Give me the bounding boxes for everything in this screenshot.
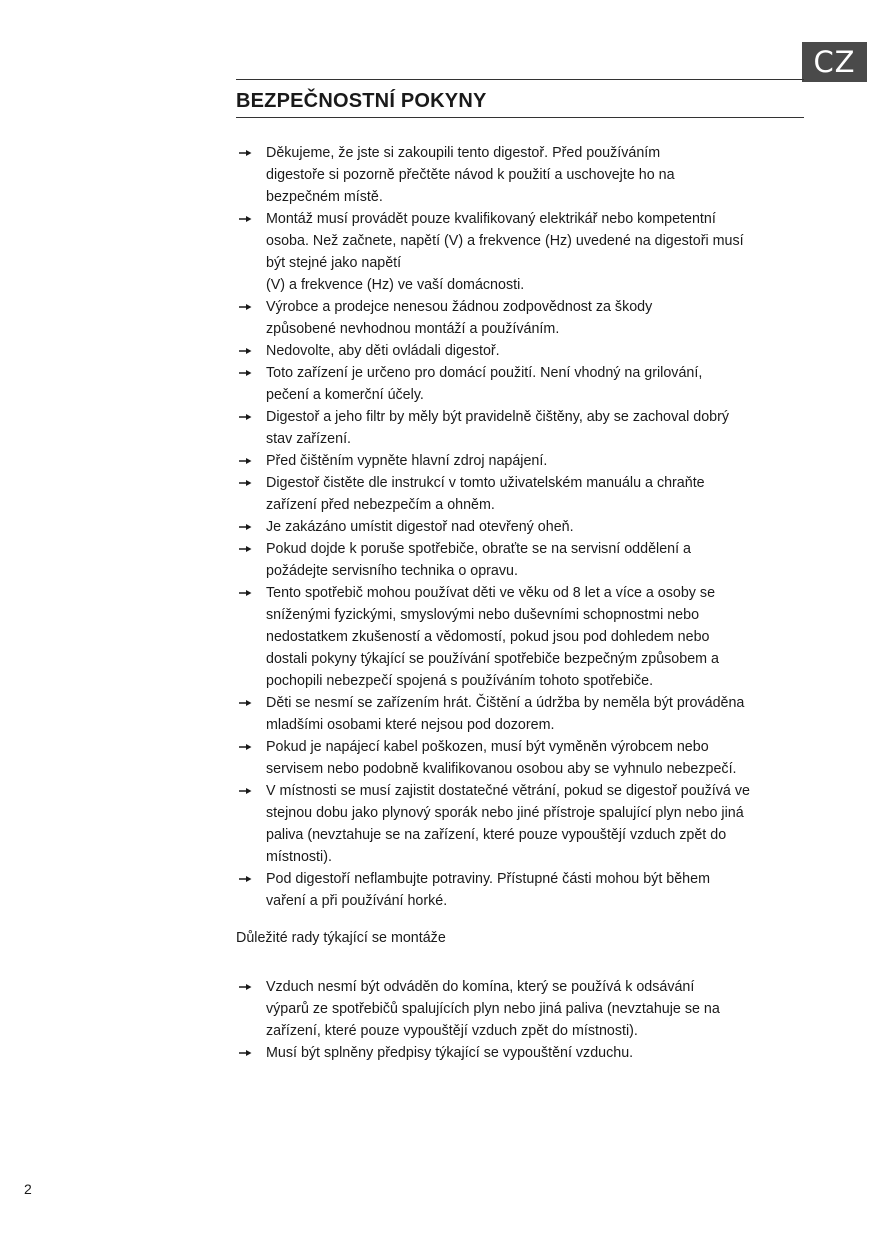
list-item <box>236 1042 796 1064</box>
bullet-arrow-icon <box>238 742 252 752</box>
installation-subheading: Důležité rady týkající se montáže <box>236 930 446 946</box>
safety-content <box>236 142 796 1064</box>
list-item-line: V místnosti se musí zajistit dostatečné větrání, pokud se digestoř používá ve <box>266 783 750 799</box>
list-item <box>236 450 796 472</box>
list-item <box>236 340 796 362</box>
list-item-line: stav zařízení. <box>266 431 352 447</box>
bullet-arrow-icon <box>238 588 252 598</box>
list-item-line: osoba. Než začnete, napětí (V) a frekvence (Hz) uvedené na digestoři musí <box>266 233 744 249</box>
list-item-line: paliva (nevztahuje se na zařízení, které pouze vypouštějí vzduch zpět do <box>266 827 727 843</box>
title-underline <box>236 117 804 118</box>
list-item-line: Montáž musí provádět pouze kvalifikovaný elektrikář nebo kompetentní <box>266 211 716 227</box>
list-item-line: Pokud je napájecí kabel poškozen, musí být vyměněn výrobcem nebo <box>266 739 709 755</box>
bullet-arrow-icon <box>238 1048 252 1058</box>
installation-instructions-list <box>236 976 796 1064</box>
list-item <box>236 780 796 868</box>
bullet-arrow-icon <box>238 368 252 378</box>
bullet-arrow-icon <box>238 302 252 312</box>
list-item <box>236 472 796 516</box>
list-item <box>236 406 796 450</box>
bullet-arrow-icon <box>238 544 252 554</box>
bullet-arrow-icon <box>238 786 252 796</box>
language-badge: CZ <box>802 42 867 82</box>
bullet-arrow-icon <box>238 148 252 158</box>
list-item-line: digestoře si pozorně přečtěte návod k použití a uschovejte ho na <box>266 167 675 183</box>
list-item-line: Musí být splněny předpisy týkající se vypouštění vzduchu. <box>266 1045 634 1061</box>
list-item-line: místnosti). <box>266 849 332 865</box>
list-item-line: Nedovolte, aby děti ovládali digestoř. <box>266 343 500 359</box>
list-item-line: pochopili nebezpečí spojená s používáním tohoto spotřebiče. <box>266 673 654 689</box>
list-item-line: bezpečném místě. <box>266 189 383 205</box>
list-item-line: servisem nebo podobně kvalifikovanou osobou aby se vyhnulo nebezpečí. <box>266 761 737 777</box>
bullet-arrow-icon <box>238 698 252 708</box>
list-item-line: Výrobce a prodejce nenesou žádnou zodpovědnost za škody <box>266 299 653 315</box>
list-item-line: Děti se nesmí se zařízením hrát. Čištění a údržba by neměla být prováděna <box>266 695 745 711</box>
list-item <box>236 692 796 736</box>
list-item-line: Vzduch nesmí být odváděn do komína, který se používá k odsávání <box>266 979 695 995</box>
safety-instructions-list <box>236 142 796 912</box>
page-number: 2 <box>24 1181 32 1197</box>
list-item <box>236 516 796 538</box>
list-item <box>236 868 796 912</box>
list-item-line: zařízení, které pouze vypouštějí vzduch zpět do místnosti). <box>266 1023 638 1039</box>
list-item-line: Děkujeme, že jste si zakoupili tento digestoř. Před používáním <box>266 145 661 161</box>
list-item <box>236 142 796 208</box>
list-item-line: požádejte servisního technika o opravu. <box>266 563 518 579</box>
list-item-line: Digestoř čistěte dle instrukcí v tomto uživatelském manuálu a chraňte <box>266 475 705 491</box>
list-item-line: (V) a frekvence (Hz) ve vaší domácnosti. <box>266 277 525 293</box>
list-item <box>236 362 796 406</box>
list-item-line: Pod digestoří neflambujte potraviny. Přístupné části mohou být během <box>266 871 710 887</box>
bullet-arrow-icon <box>238 456 252 466</box>
list-item-line: výparů ze spotřebičů spalujících plyn nebo jiná paliva (nevztahuje se na <box>266 1001 720 1017</box>
list-item-line: stejnou dobu jako plynový sporák nebo jiné přístroje spalující plyn nebo jiná <box>266 805 744 821</box>
list-item <box>236 296 796 340</box>
list-item <box>236 976 796 1042</box>
list-item-line: Tento spotřebič mohou používat děti ve věku od 8 let a více a osoby se <box>266 585 716 601</box>
list-item-line: Před čištěním vypněte hlavní zdroj napájení. <box>266 453 548 469</box>
bullet-arrow-icon <box>238 522 252 532</box>
list-item-line: mladšími osobami které nejsou pod dozorem. <box>266 717 555 733</box>
list-item <box>236 736 796 780</box>
list-item-line: Je zakázáno umístit digestoř nad otevřený oheň. <box>266 519 574 535</box>
list-item-line: Toto zařízení je určeno pro domácí použití. Není vhodný na grilování, <box>266 365 703 381</box>
list-item <box>236 208 796 296</box>
bullet-arrow-icon <box>238 982 252 992</box>
list-item <box>236 582 796 692</box>
bullet-arrow-icon <box>238 346 252 356</box>
list-item-line: nedostatkem zkušeností a vědomostí, pokud jsou pod dohledem nebo <box>266 629 710 645</box>
top-rule <box>236 79 804 80</box>
list-item-line: sníženými fyzickými, smyslovými nebo duševními schopnostmi nebo <box>266 607 700 623</box>
bullet-arrow-icon <box>238 214 252 224</box>
list-item-line: vaření a při používání horké. <box>266 893 448 909</box>
list-item-line: způsobené nevhodnou montáží a používáním. <box>266 321 560 337</box>
bullet-arrow-icon <box>238 412 252 422</box>
list-item <box>236 538 796 582</box>
list-item-line: být stejné jako napětí <box>266 255 402 271</box>
list-item-line: Digestoř a jeho filtr by měly být pravidelně čištěny, aby se zachoval dobrý <box>266 409 730 425</box>
list-item-line: zařízení před nebezpečím a ohněm. <box>266 497 495 513</box>
bullet-arrow-icon <box>238 478 252 488</box>
list-item-line: pečení a komerční účely. <box>266 387 424 403</box>
list-item-line: Pokud dojde k poruše spotřebiče, obraťte se na servisní oddělení a <box>266 541 692 557</box>
list-item-line: dostali pokyny týkající se používání spotřebiče bezpečným způsobem a <box>266 651 719 667</box>
page-title: BEZPEČNOSTNÍ POKYNY <box>236 90 487 112</box>
bullet-arrow-icon <box>238 874 252 884</box>
